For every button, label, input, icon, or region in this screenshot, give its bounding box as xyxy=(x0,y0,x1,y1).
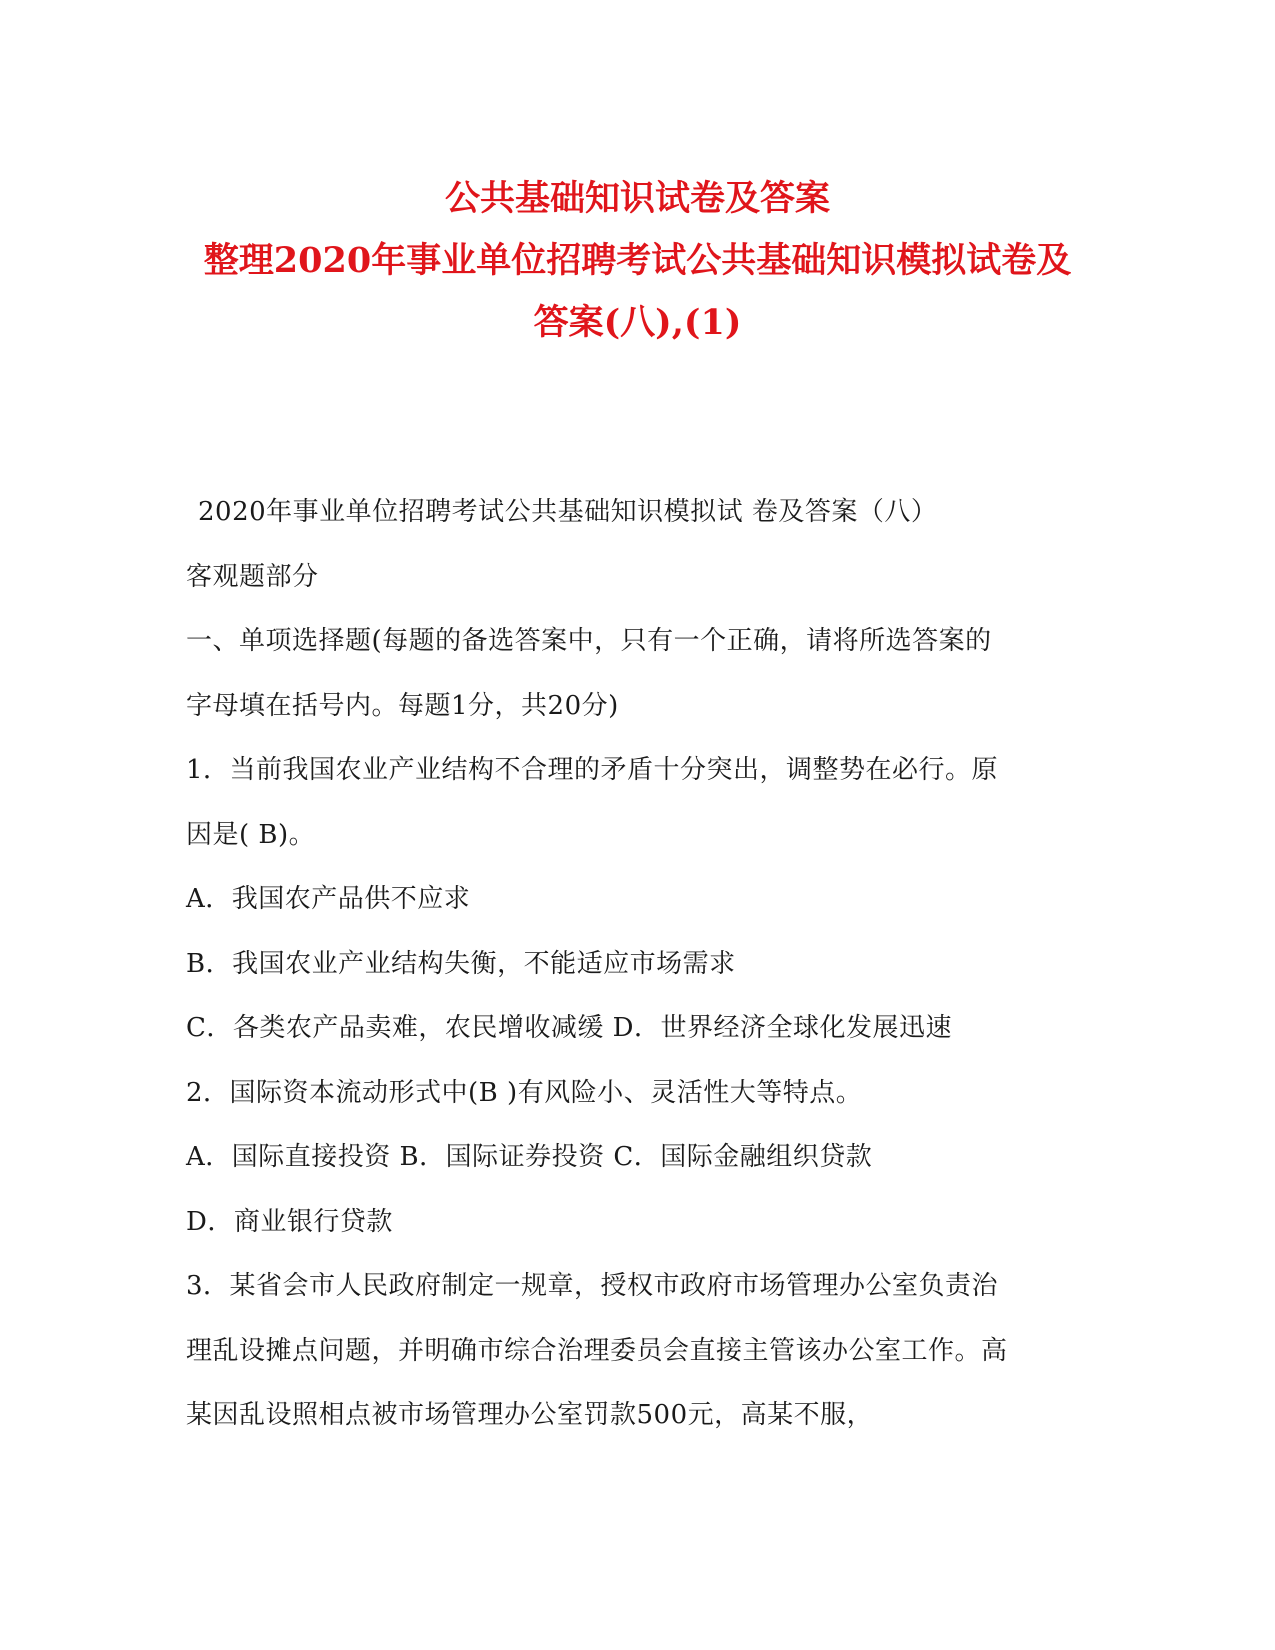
instructions-line-1: 一、单项选择题(每题的备选答案中，只有一个正确，请将所选答案的 xyxy=(186,626,992,656)
section-heading: 客观题部分 xyxy=(186,561,319,592)
question-3-line-1: 3．某省会市人民政府制定一规章，授权市政府市场管理办公室负责治 xyxy=(186,1271,999,1301)
title-line-1: 公共基础知识试卷及答案 xyxy=(444,178,830,219)
question-1-option-a: A．我国农产品供不应求 xyxy=(186,884,471,914)
instructions-line-2: 字母填在括号内。每题1分，共20分) xyxy=(186,690,619,721)
exam-heading: 2020年事业单位招聘考试公共基础知识模拟试 卷及答案（八） xyxy=(198,497,938,527)
question-3-line-3: 某因乱设照相点被市场管理办公室罚款500元，高某不服， xyxy=(186,1400,874,1430)
document-body xyxy=(186,480,1096,1448)
question-1-line-1: 1．当前我国农业产业结构不合理的矛盾十分突出，调整势在必行。原 xyxy=(186,755,999,785)
question-2-stem: 2．国际资本流动形式中(B )有风险小、灵活性大等特点。 xyxy=(186,1077,863,1108)
question-2-options-abc: A．国际直接投资 B．国际证券投资 C．国际金融组织贷款 xyxy=(186,1142,873,1172)
question-1-options-cd: C．各类农产品卖难，农民增收减缓 D．世界经济全球化发展迅速 xyxy=(186,1013,953,1043)
document-title xyxy=(150,168,1125,354)
question-1-line-2: 因是( B)。 xyxy=(186,819,316,850)
title-line-2: 整理2020年事业单位招聘考试公共基础知识模拟试卷及 xyxy=(203,240,1072,281)
question-3-line-2: 理乱设摊点问题，并明确市综合治理委员会直接主管该办公室工作。高 xyxy=(186,1335,1008,1366)
question-1-option-b: B．我国农业产业结构失衡，不能适应市场需求 xyxy=(186,948,736,979)
title-line-3: 答案(八),(1) xyxy=(533,302,742,343)
question-2-option-d: D．商业银行贷款 xyxy=(186,1206,393,1237)
